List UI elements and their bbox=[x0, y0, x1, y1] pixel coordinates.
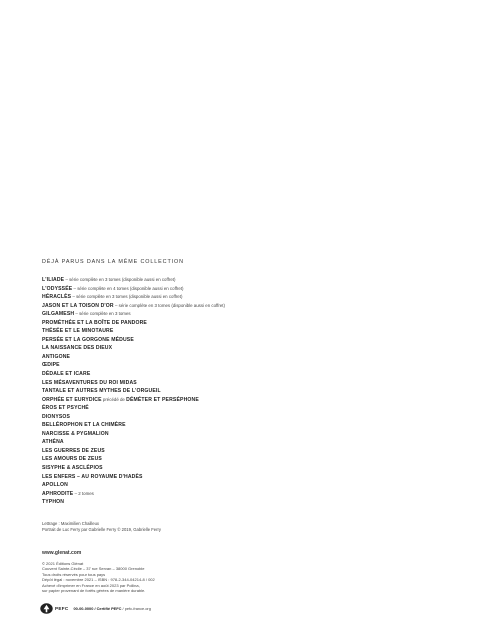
printing-line: Achevé d'imprimer en France en août 2023 par Pollina, bbox=[42, 582, 140, 588]
paper-line: sur papier provenant de forêts gérées de manière durable. bbox=[42, 588, 146, 594]
book-note: – série complète en 3 tomes bbox=[74, 311, 131, 317]
book-title: JASON ET LA TOISON D'OR bbox=[42, 302, 114, 309]
book-title: LES GUERRES DE ZEUS bbox=[42, 447, 105, 454]
titles-list bbox=[42, 276, 225, 507]
list-item bbox=[42, 285, 225, 294]
list-item bbox=[42, 490, 225, 499]
list-item bbox=[42, 379, 225, 388]
book-title: APOLLON bbox=[42, 482, 68, 489]
book-title: DIONYSOS bbox=[42, 413, 71, 420]
book-title: APHRODITE bbox=[42, 490, 74, 497]
book-title: L'ODYSSÉE bbox=[42, 285, 73, 292]
rights-line: Tous droits réservés pour tous pays bbox=[42, 571, 106, 577]
list-item bbox=[42, 464, 225, 473]
book-title: ÉROS ET PSYCHÉ bbox=[42, 405, 89, 412]
book-title: ORPHÉE ET EURYDICE bbox=[42, 396, 102, 403]
book-title: LES MÉSAVENTURES DU ROI MIDAS bbox=[42, 379, 137, 386]
book-title: DÉDALE ET ICARE bbox=[42, 371, 91, 378]
book-title: SISYPHE & ASCLÉPIOS bbox=[42, 465, 103, 472]
book-title: LA NAISSANCE DES DIEUX bbox=[42, 345, 113, 352]
book-title: HÉRACLÈS bbox=[42, 294, 72, 301]
book-title: NARCISSE & PYGMALION bbox=[42, 430, 109, 437]
list-item bbox=[42, 336, 225, 345]
list-item bbox=[42, 387, 225, 396]
list-item bbox=[42, 481, 225, 490]
copyright-line: © 2021 Éditions Glénat bbox=[42, 561, 84, 566]
list-item bbox=[42, 430, 225, 439]
list-item bbox=[42, 293, 225, 302]
legal-notice bbox=[42, 561, 155, 594]
book-title: GILGAMESH bbox=[42, 311, 75, 318]
list-item bbox=[42, 498, 225, 507]
publisher-website: www.glenat.com bbox=[42, 550, 82, 556]
pefc-mark: PEFC bbox=[55, 606, 69, 611]
list-item bbox=[42, 302, 225, 311]
book-title: PERSÉE ET LA GORGONE MÉDUSE bbox=[42, 336, 134, 343]
pefc-tree-icon bbox=[40, 603, 53, 614]
book-title: BELLÉROPHON ET LA CHIMÈRE bbox=[42, 422, 126, 429]
book-title: PROMÉTHÉE ET LA BOÎTE DE PANDORE bbox=[42, 319, 147, 326]
book-title: TYPHON bbox=[42, 499, 65, 506]
book-title: LES ENFERS – AU ROYAUME D'HADÈS bbox=[42, 473, 143, 480]
book-title: ŒDIPE bbox=[42, 362, 60, 369]
book-note: précédé de bbox=[101, 396, 127, 402]
pefc-certification bbox=[40, 603, 151, 614]
book-title: LES AMOURS DE ZEUS bbox=[42, 456, 102, 463]
book-title: THÉSÉE ET LE MINOTAURE bbox=[42, 328, 114, 335]
list-item bbox=[42, 396, 225, 405]
book-note: – série complète en 3 tomes (disponible aussi en coffret) bbox=[64, 277, 176, 282]
book-note: – 2 tomes bbox=[73, 490, 94, 496]
lettering-credit: Lettrage : Maximilien Chailleux bbox=[42, 521, 100, 526]
pefc-url: / pefc-france.org bbox=[121, 606, 151, 611]
book-note: – série complète en 4 tomes (disponible aussi en coffret) bbox=[72, 285, 184, 291]
list-item bbox=[42, 413, 225, 422]
list-item bbox=[42, 361, 225, 370]
list-item bbox=[42, 276, 225, 285]
pefc-statement bbox=[73, 606, 150, 611]
list-item bbox=[42, 353, 225, 362]
portrait-credit: Portrait de Luc Ferry par Gabrielle Ferry © 2019, Gabrielle Ferry bbox=[42, 527, 161, 533]
pefc-label: / Certifié PEFC bbox=[93, 606, 122, 611]
list-item bbox=[42, 438, 225, 447]
list-item bbox=[42, 327, 225, 336]
list-item bbox=[42, 404, 225, 413]
book-title: L'ILIADE bbox=[42, 277, 65, 283]
book-title-second: DÉMÉTER ET PERSÉPHONE bbox=[126, 396, 199, 403]
book-title: TANTALE ET AUTRES MYTHES DE L'ORGUEIL bbox=[42, 388, 161, 395]
address-line: Couvent Sainte-Cécile – 37 rue Servan – 38000 Grenoble bbox=[42, 566, 145, 572]
list-item bbox=[42, 370, 225, 379]
list-item bbox=[42, 455, 225, 464]
book-title: ATHÉNA bbox=[42, 439, 64, 446]
list-item bbox=[42, 344, 225, 353]
list-item bbox=[42, 421, 225, 430]
list-item bbox=[42, 319, 225, 328]
book-note: – série complète en 3 tomes (disponible aussi en coffret) bbox=[113, 302, 225, 308]
list-item bbox=[42, 473, 225, 482]
list-item bbox=[42, 447, 225, 456]
legal-deposit-line: Dépôt légal : novembre 2021 – ISBN : 978-2-344-04214-8 / 002 bbox=[42, 577, 155, 583]
list-item bbox=[42, 310, 225, 319]
pefc-code: 00-00-0000 bbox=[73, 606, 94, 611]
collection-heading: DÉJÀ PARUS DANS LA MÊME COLLECTION bbox=[42, 259, 184, 265]
credits bbox=[42, 521, 161, 533]
book-note: – série complète en 3 tomes (disponible aussi en coffret) bbox=[71, 294, 183, 300]
book-title: ANTIGONE bbox=[42, 353, 71, 360]
